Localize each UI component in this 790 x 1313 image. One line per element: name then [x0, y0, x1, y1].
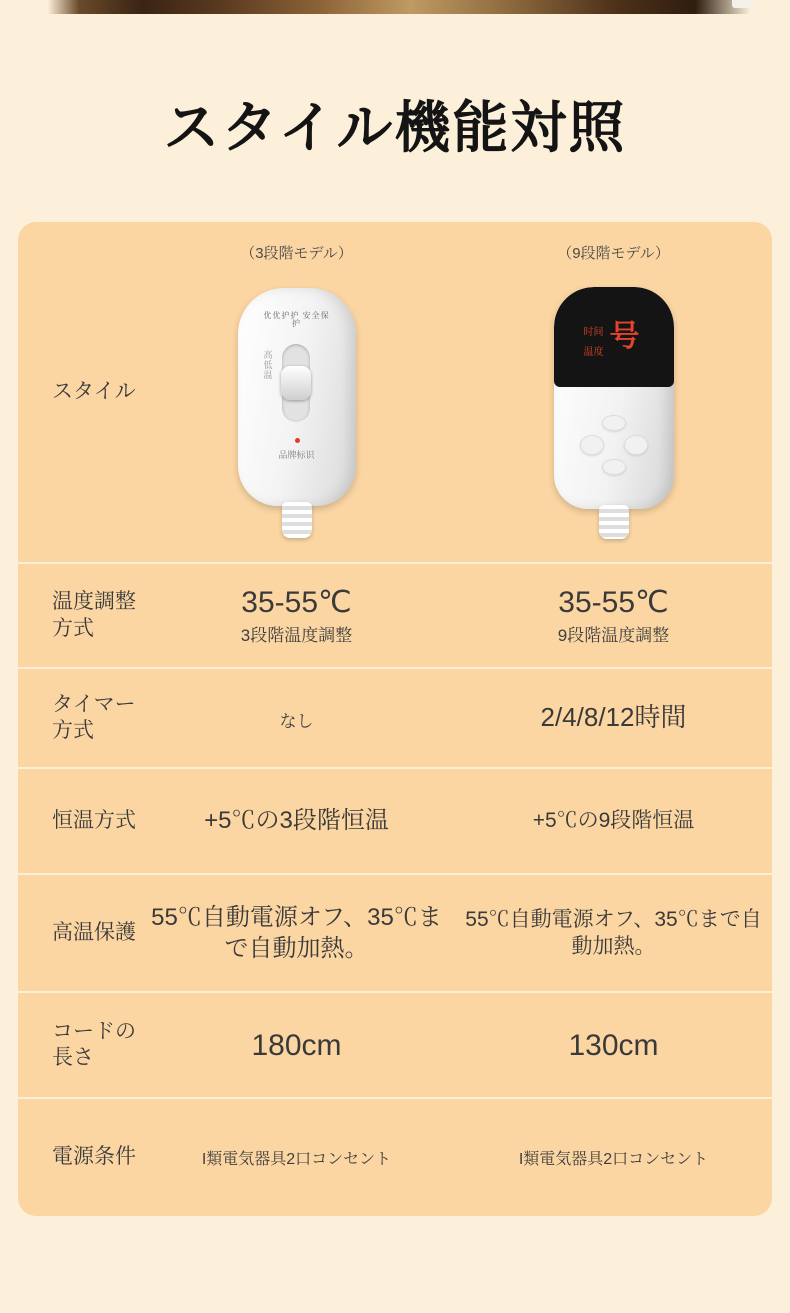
cell-temperature-model-b [455, 564, 772, 667]
row-label-cord-length: コードの長さ [52, 1019, 136, 1069]
pad-up-icon [602, 415, 626, 431]
controller-side-label-a: 高低温 [262, 349, 273, 380]
value-main: 35-55℃ [558, 585, 669, 619]
led-indicator-icon [295, 438, 300, 443]
table-row [18, 1099, 772, 1216]
page-title: スタイル機能対照 [163, 96, 627, 159]
value-main: 130cm [568, 1028, 659, 1062]
cell-timer-model-a [138, 669, 455, 767]
controller-brand-a: 品牌标识 [278, 449, 315, 460]
value-main: +5℃の9段階恒温 [532, 809, 695, 833]
table-row [18, 993, 772, 1099]
value-main: I類電気器具2口コンセント [518, 1151, 709, 1168]
value-main: +5℃の3段階恒温 [204, 807, 389, 835]
screen-number-label: 号 [609, 319, 640, 353]
pad-left-icon [580, 435, 604, 455]
cell-power-requirement-model-a [138, 1099, 455, 1216]
cell-cord-length-model-a [138, 993, 455, 1097]
cell-style-model-b [455, 222, 772, 562]
top-notch [732, 0, 754, 8]
table-row [18, 669, 772, 769]
display-screen-icon [554, 287, 674, 387]
value-main: 35-55℃ [241, 585, 352, 619]
cell-overheat-protection-model-a [138, 875, 455, 991]
value-sub: 3段階温度調整 [240, 625, 353, 645]
table-row [18, 875, 772, 993]
comparison-table [18, 222, 772, 1216]
row-label-timer: タイマー方式 [52, 692, 136, 742]
pad-down-icon [602, 459, 626, 475]
cell-constant-temp-model-b [455, 769, 772, 873]
device-image-model-b [554, 269, 674, 556]
value-main: 55℃自動電源オフ、35℃まで自動加熱。 [465, 907, 762, 958]
value-main: I類電気器具2口コンセント [201, 1151, 392, 1168]
cell-temperature-model-a [138, 564, 455, 667]
value-main: 180cm [251, 1028, 342, 1062]
cable-neck-a [282, 502, 312, 538]
slider-knob-icon [281, 366, 311, 400]
cell-constant-temp-model-a [138, 769, 455, 873]
value-main: なし [279, 711, 314, 731]
value-main: 55℃自動電源オフ、35℃まで自動加熱。 [151, 903, 442, 962]
device-image-model-a [238, 269, 356, 556]
value-sub: 9段階温度調整 [557, 625, 670, 645]
row-label-overheat-protection: 高温保護 [52, 920, 136, 944]
column-header-model-a: （3段階モデル） [240, 245, 353, 262]
button-pad-group [580, 415, 648, 479]
cell-overheat-protection-model-b [455, 875, 772, 991]
row-label-power-requirement: 電源条件 [52, 1145, 136, 1169]
row-label-constant-temp: 恒温方式 [52, 808, 136, 832]
cell-style-model-a [138, 222, 455, 562]
cable-neck-b [599, 505, 629, 539]
top-decorative-strip [0, 0, 790, 14]
row-label-temperature: 温度調整方式 [52, 590, 136, 640]
screen-line2-label: 温度 [583, 346, 604, 358]
controller-logo-a: 优优护护 安全保护 [263, 310, 330, 328]
row-label-style: スタイル [52, 379, 136, 403]
pad-right-icon [624, 435, 648, 455]
screen-line1-label: 时间 [583, 326, 604, 338]
cell-power-requirement-model-b [455, 1099, 772, 1216]
table-row [18, 769, 772, 875]
table-row [18, 222, 772, 564]
column-header-model-b: （9段階モデル） [557, 245, 670, 262]
cell-cord-length-model-b [455, 993, 772, 1097]
table-row [18, 564, 772, 669]
cell-timer-model-b [455, 669, 772, 767]
value-main: 2/4/8/12時間 [540, 702, 687, 733]
